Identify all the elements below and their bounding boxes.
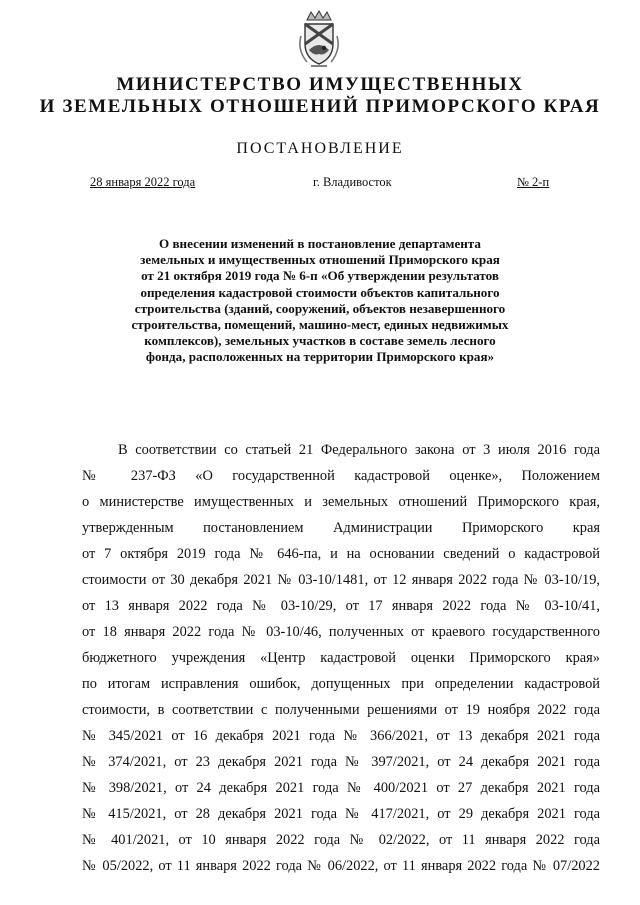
subject-line: строительства, помещений, машино-мест, единых недвижимых	[131, 317, 509, 333]
subject-line: от 21 октября 2019 года № 6-п «Об утверждении результатов	[141, 268, 499, 284]
body-line: № 374/2021, от 23 декабря 2021 года № 397/2021, от 24 декабря 2021 года	[82, 754, 600, 770]
subject-line: земельных и имущественных отношений Приморского края	[140, 252, 500, 268]
body-line: № 345/2021 от 16 декабря 2021 года № 366/2021, от 13 декабря 2021 года	[82, 728, 600, 744]
body-line: № 415/2021, от 28 декабря 2021 года № 417/2021, от 29 декабря 2021 года	[82, 806, 600, 822]
subject-line: фонда, расположенных на территории Приморского края»	[145, 349, 495, 365]
subject-line: строительства (зданий, сооружений, объектов незавершенного	[134, 300, 506, 316]
ministry-title	[0, 74, 640, 118]
subject-line: определения кадастровой стоимости объектов капитального	[140, 284, 500, 300]
body-line: № 398/2021, от 24 декабря 2021 года № 400/2021 от 27 декабря 2021 года	[82, 780, 600, 796]
ministry-title-line-1: МИНИСТЕРСТВО ИМУЩЕСТВЕННЫХ	[116, 74, 524, 95]
body-line: от 13 января 2022 года № 03-10/29, от 17 января 2022 года № 03-10/41,	[82, 598, 600, 614]
ministry-title-line-2: И ЗЕМЕЛЬНЫХ ОТНОШЕНИЙ ПРИМОРСКОГО КРАЯ	[39, 96, 601, 117]
coat-of-arms-icon	[291, 10, 347, 70]
body-line: № 401/2021, от 10 января 2022 года № 02/2022, от 11 января 2022 года	[82, 832, 600, 848]
body-line: бюджетного учреждения «Центр кадастровой оценки Приморского края»	[82, 650, 600, 666]
body-line: от 18 января 2022 года № 03-10/46, полученных от краевого государственного	[82, 624, 600, 640]
body-line: № 05/2022, от 11 января 2022 года № 06/2022, от 11 января 2022 года № 07/2022	[82, 858, 600, 874]
body-line: утвержденным постановлением Администрации Приморского края	[82, 520, 600, 536]
body-line: стоимости, в соответствии с полученными решениями от 19 ноября 2022 года	[82, 702, 600, 718]
body-line: по итогам исправления ошибок, допущенных при определении кадастровой	[82, 676, 600, 692]
subject-line: комплексов), земельных участков в составе земель лесного	[144, 333, 496, 349]
body-line: В соответствии со статьей 21 Федерального закона от 3 июля 2016 года	[118, 442, 600, 458]
document-subject	[110, 236, 530, 366]
body-line: от 7 октября 2019 года № 646-па, и на основании сведений о кадастровой	[82, 546, 600, 562]
document-type: ПОСТАНОВЛЕНИЕ	[236, 140, 404, 157]
body-line: стоимости от 30 декабря 2021 № 03-10/1481, от 12 января 2022 года № 03-10/19,	[82, 572, 600, 588]
body-line: № 237-ФЗ «О государственной кадастровой оценке», Положением	[82, 468, 600, 484]
document-city: г. Владивосток	[313, 175, 392, 189]
body-line: о министерстве имущественных и земельных отношений Приморского края,	[82, 494, 600, 510]
document-body	[82, 437, 600, 879]
subject-line: О внесении изменений в постановление департамента	[159, 236, 481, 251]
document-date: 28 января 2022 года	[90, 175, 196, 189]
document-number: № 2-п	[517, 175, 550, 189]
